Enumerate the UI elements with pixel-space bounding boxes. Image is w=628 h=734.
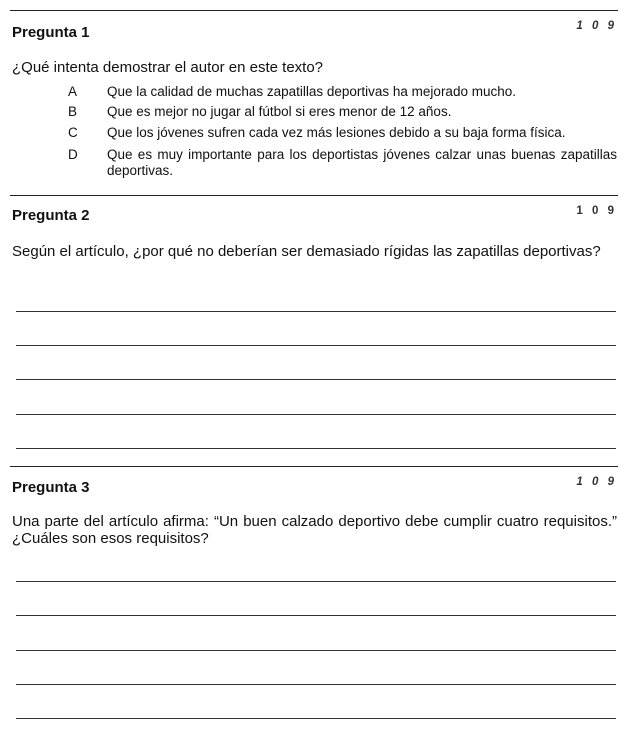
q3-top-rule bbox=[10, 466, 618, 467]
q2-prompt: Según el artículo, ¿por qué no deberían ser demasiado rígidas las zapatillas deportivas? bbox=[12, 243, 601, 260]
q3-heading: Pregunta 3 bbox=[12, 479, 90, 496]
q1-heading: Pregunta 1 bbox=[12, 24, 90, 41]
q1-option-d-text: Que es muy importante para los deportistas jóvenes calzar unas buenas zapatillas deportivas. bbox=[107, 147, 617, 178]
q1-option-a-text: Que la calidad de muchas zapatillas deportivas ha mejorado mucho. bbox=[107, 84, 516, 99]
q1-option-a-letter: A bbox=[68, 84, 78, 99]
q1-code: 1 0 9 bbox=[576, 20, 617, 32]
q3-prompt: Una parte del artículo afirma: “Un buen calzado deportivo debe cumplir cuatro requisitos.” ¿Cuáles son esos requisitos? bbox=[12, 513, 617, 547]
q3-answer-line-3[interactable] bbox=[16, 650, 616, 651]
q2-answer-line-2[interactable] bbox=[16, 345, 616, 346]
q2-heading: Pregunta 2 bbox=[12, 207, 90, 224]
q2-answer-line-1[interactable] bbox=[16, 311, 616, 312]
q1-prompt: ¿Qué intenta demostrar el autor en este texto? bbox=[12, 59, 324, 76]
q1-option-b-letter: B bbox=[68, 104, 78, 119]
q2-answer-line-3[interactable] bbox=[16, 379, 616, 380]
q1-option-c-text: Que los jóvenes sufren cada vez más lesiones debido a su baja forma física. bbox=[107, 125, 566, 140]
q1-option-c-letter: C bbox=[68, 125, 78, 140]
q2-code: 1 0 9 bbox=[576, 205, 617, 217]
q2-answer-line-5[interactable] bbox=[16, 448, 616, 449]
q3-answer-line-2[interactable] bbox=[16, 615, 616, 616]
q1-option-b-text: Que es mejor no jugar al fútbol si eres menor de 12 años. bbox=[107, 104, 452, 119]
q3-answer-line-5[interactable] bbox=[16, 718, 616, 719]
q2-top-rule bbox=[10, 195, 618, 196]
q3-answer-line-4[interactable] bbox=[16, 684, 616, 685]
q3-code: 1 0 9 bbox=[576, 476, 617, 488]
q1-option-d-letter: D bbox=[68, 147, 78, 162]
q3-answer-line-1[interactable] bbox=[16, 581, 616, 582]
q2-answer-line-4[interactable] bbox=[16, 414, 616, 415]
top-rule bbox=[10, 10, 618, 11]
